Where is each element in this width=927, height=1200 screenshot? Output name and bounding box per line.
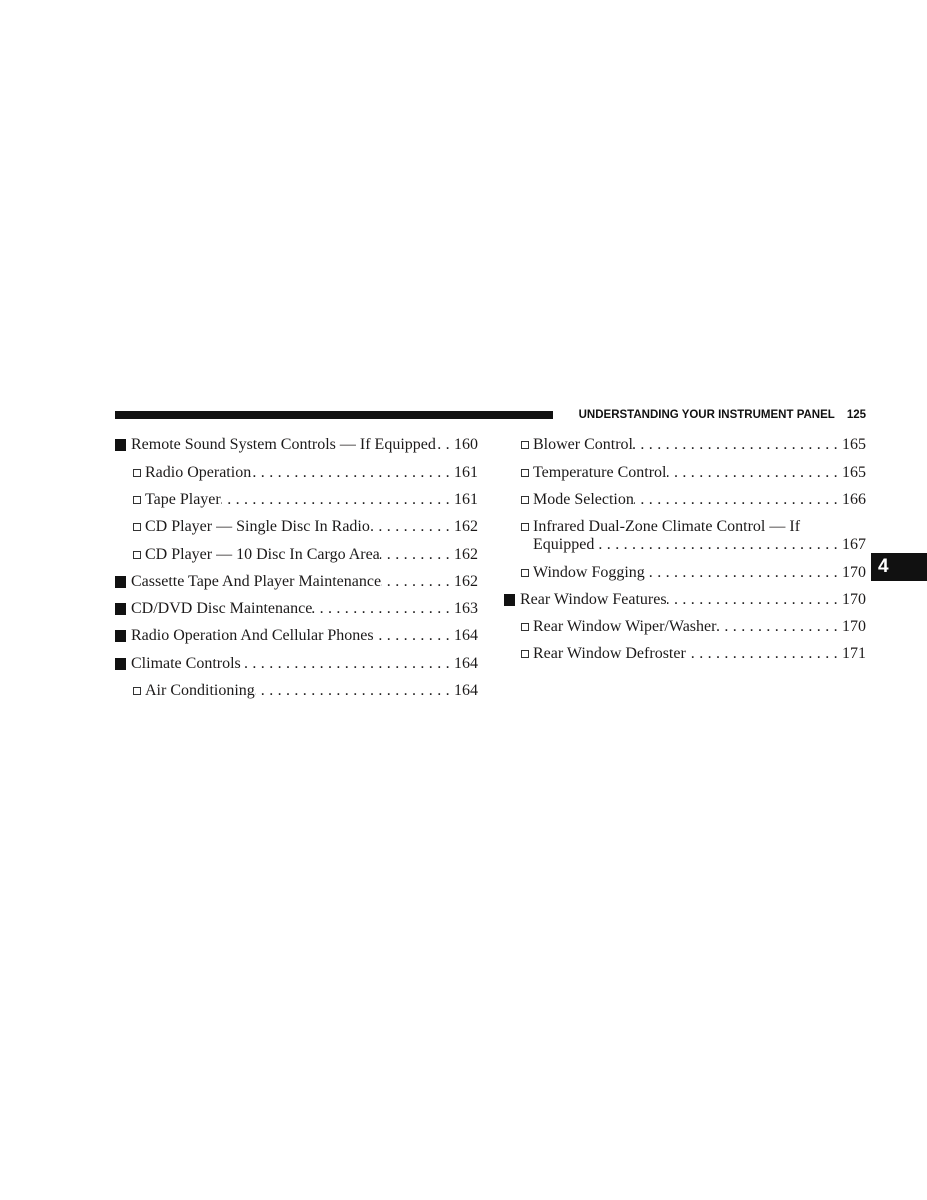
toc-page-number: 163 bbox=[454, 600, 478, 618]
filled-square-bullet-icon bbox=[504, 594, 515, 606]
toc-entry-label: CD/DVD Disc Maintenance bbox=[131, 600, 313, 618]
toc-entry-label: Rear Window Wiper/Washer bbox=[533, 618, 717, 636]
dot-leader bbox=[667, 586, 842, 613]
filled-square-bullet-icon bbox=[115, 576, 126, 588]
toc-entry-label: Radio Operation bbox=[145, 463, 252, 481]
toc-entry-label: Mode Selection bbox=[533, 490, 634, 508]
open-square-bullet-icon bbox=[133, 551, 141, 559]
toc-entry-label: Climate Controls bbox=[131, 654, 241, 672]
toc-entry bbox=[504, 586, 866, 613]
toc-entry-label: Air Conditioning bbox=[145, 682, 255, 700]
dot-leader bbox=[634, 486, 842, 513]
toc-page-number: 170 bbox=[842, 618, 866, 636]
toc-entry-label: Tape Player bbox=[145, 490, 221, 508]
toc-entry bbox=[115, 431, 478, 458]
dot-leader bbox=[594, 536, 842, 554]
dot-leader bbox=[436, 431, 454, 458]
open-square-bullet-icon bbox=[521, 623, 529, 631]
filled-square-bullet-icon bbox=[115, 658, 126, 670]
open-square-bullet-icon bbox=[521, 496, 529, 504]
toc-entry bbox=[504, 459, 866, 486]
dot-leader bbox=[221, 486, 454, 513]
open-square-bullet-icon bbox=[133, 469, 141, 477]
toc-page-number: 165 bbox=[842, 436, 866, 454]
toc-entry bbox=[504, 513, 866, 558]
toc-page-number: 160 bbox=[454, 436, 478, 454]
toc-entry-label: Window Fogging bbox=[533, 563, 645, 581]
dot-leader bbox=[255, 677, 454, 704]
toc-entry-label: Rear Window Features bbox=[520, 590, 667, 608]
toc-entry bbox=[504, 640, 866, 667]
dot-leader bbox=[633, 431, 842, 458]
open-square-bullet-icon bbox=[133, 687, 141, 695]
toc-page-number: 165 bbox=[842, 463, 866, 481]
dot-leader bbox=[374, 622, 454, 649]
dot-leader bbox=[645, 559, 842, 586]
toc-page-number: 170 bbox=[842, 590, 866, 608]
dot-leader bbox=[312, 595, 454, 622]
toc-entry-label: CD Player — 10 Disc In Cargo Area bbox=[145, 545, 380, 563]
open-square-bullet-icon bbox=[133, 496, 141, 504]
toc-entry bbox=[504, 486, 866, 513]
toc-page-number: 171 bbox=[842, 645, 866, 663]
open-square-bullet-icon bbox=[521, 523, 529, 531]
dot-leader bbox=[380, 541, 454, 568]
filled-square-bullet-icon bbox=[115, 603, 126, 615]
toc-entry bbox=[504, 431, 866, 458]
toc-page-number: 161 bbox=[454, 490, 478, 508]
toc-page-number: 167 bbox=[842, 535, 866, 553]
dot-leader bbox=[251, 459, 454, 486]
toc-entry-label: Remote Sound System Controls — If Equipped bbox=[131, 436, 436, 454]
toc-entry bbox=[504, 613, 866, 640]
dot-leader bbox=[686, 640, 842, 667]
toc-entry-label: Infrared Dual-Zone Climate Control — If bbox=[533, 517, 801, 535]
dot-leader bbox=[381, 568, 454, 595]
toc-entry-label: Temperature Control bbox=[533, 463, 667, 481]
dot-leader bbox=[241, 650, 454, 677]
open-square-bullet-icon bbox=[521, 441, 529, 449]
open-square-bullet-icon bbox=[133, 523, 141, 531]
toc-entry bbox=[115, 677, 478, 704]
filled-square-bullet-icon bbox=[115, 630, 126, 642]
toc-page-number: 162 bbox=[454, 545, 478, 563]
dot-leader bbox=[667, 459, 843, 486]
toc-entry-label: Radio Operation And Cellular Phones bbox=[131, 627, 374, 645]
header-rule bbox=[115, 411, 553, 419]
toc-entry-label: Rear Window Defroster bbox=[533, 645, 686, 663]
chapter-title: UNDERSTANDING YOUR INSTRUMENT PANEL bbox=[578, 409, 835, 421]
toc-column-right bbox=[504, 431, 866, 667]
toc-entry bbox=[115, 486, 478, 513]
toc-entry bbox=[504, 559, 866, 586]
toc-column-left bbox=[115, 431, 478, 704]
dot-leader bbox=[716, 613, 842, 640]
toc-entry bbox=[115, 568, 478, 595]
open-square-bullet-icon bbox=[521, 469, 529, 477]
toc-entry bbox=[115, 513, 478, 540]
section-tab-label: 4 bbox=[878, 556, 889, 577]
toc-entry bbox=[115, 595, 478, 622]
toc-entry-label: Cassette Tape And Player Maintenance bbox=[131, 572, 382, 590]
toc-page-number: 162 bbox=[454, 572, 478, 590]
toc-page-number: 164 bbox=[454, 682, 478, 700]
toc-entry bbox=[115, 459, 478, 486]
toc-entry-label-continued: Equipped bbox=[533, 535, 595, 553]
toc-entry-label: Blower Control bbox=[533, 436, 633, 454]
toc-entry-label: CD Player — Single Disc In Radio bbox=[145, 518, 370, 536]
running-header bbox=[579, 408, 866, 422]
toc-entry bbox=[115, 622, 478, 649]
toc-entry bbox=[115, 650, 478, 677]
toc-entry bbox=[115, 541, 478, 568]
open-square-bullet-icon bbox=[521, 650, 529, 658]
dot-leader bbox=[370, 513, 454, 540]
filled-square-bullet-icon bbox=[115, 439, 126, 451]
page-number: 125 bbox=[846, 409, 866, 421]
section-tab bbox=[871, 553, 927, 581]
toc-page-number: 170 bbox=[842, 563, 866, 581]
open-square-bullet-icon bbox=[521, 569, 529, 577]
toc-page-number: 166 bbox=[842, 490, 866, 508]
toc-entry-continuation bbox=[533, 536, 866, 554]
toc-page-number: 164 bbox=[454, 627, 478, 645]
toc-page-number: 162 bbox=[454, 518, 478, 536]
toc-page-number: 161 bbox=[454, 463, 478, 481]
toc-page-number: 164 bbox=[454, 654, 478, 672]
